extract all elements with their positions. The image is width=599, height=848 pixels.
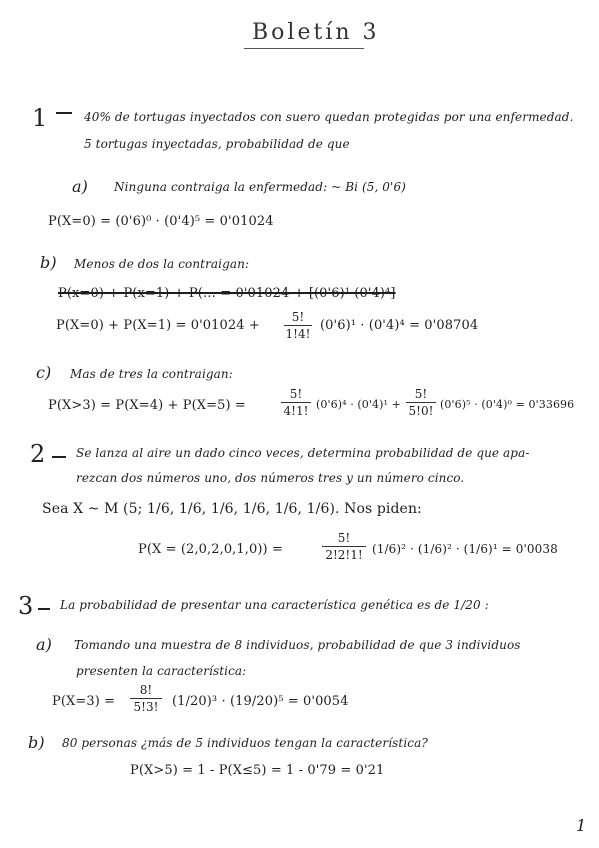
q3-a-fraction-numerator: 8! [139,683,153,697]
q3-statement-line1: La probabilidad de presentar una característica genética es de 1/20 : [60,598,489,612]
q2-distribution: Sea X ~ M (5; 1/6, 1/6, 1/6, 1/6, 1/6, 1/6). Nos piden: [42,501,422,517]
q1-c-fraction-1 [281,387,311,418]
q1-b-formula-right: (0'6)¹ · (0'4)⁴ = 0'08704 [320,318,479,333]
q2-formula-left: P(X = (2,0,2,0,1,0)) = [138,542,283,557]
page-title: Boletín 3 [252,20,380,45]
q2-dash [52,456,66,458]
q3-a-text-line2: presenten la característica: [76,664,247,678]
q1-a-formula: P(X=0) = (0'6)⁰ · (0'4)⁵ = 0'01024 [48,214,274,229]
q3-a-text-line1: Tomando una muestra de 8 individuos, probabilidad de que 3 individuos [74,638,521,652]
page-number: 1 [576,816,587,835]
q1-a-text: Ninguna contraiga la enfermedad: ~ Bi (5, 0'6) [114,180,406,194]
q1-b-formula-left: P(X=0) + P(X=1) = 0'01024 + [56,318,260,333]
q3-b-label: b) [28,733,45,752]
q1-c-formula-right: (0'6)⁵ · (0'4)⁰ = 0'33696 [440,398,575,411]
q2-statement-line1: Se lanza al aire un dado cinco veces, determina probabilidad de que apa- [76,446,530,460]
q1-c-label: c) [36,363,52,382]
q2-number: 2 [30,440,46,468]
q1-c-fraction-1-denominator: 4!1! [283,404,309,418]
q1-b-text: Menos de dos la contraigan: [74,257,250,271]
q1-b-fraction [284,310,312,341]
q1-statement-line1: 40% de tortugas inyectados con suero quedan protegidas por una enfermedad. [84,110,574,124]
q3-a-label: a) [36,635,52,654]
q1-b-label: b) [40,253,57,272]
q3-a-formula-right: (1/20)³ · (19/20)⁵ = 0'0054 [172,694,349,709]
q1-c-formula-left: P(X>3) = P(X=4) + P(X=5) = [48,398,246,413]
fraction-bar [281,402,311,403]
q2-fraction-denominator: 2!2!1! [325,548,363,562]
q3-a-fraction [130,683,162,714]
q1-c-fraction-2-numerator: 5! [414,387,428,401]
q1-c-fraction-2 [406,387,436,418]
q1-dash [56,112,72,114]
q2-formula-right: (1/6)² · (1/6)² · (1/6)¹ = 0'0038 [372,542,558,556]
fraction-bar [322,546,366,547]
fraction-bar [406,402,436,403]
fraction-bar [130,698,162,699]
q1-number: 1 [32,104,48,132]
q2-statement-line2: rezcan dos números uno, dos números tres y un número cinco. [76,471,465,485]
q1-c-fraction-2-denominator: 5!0! [408,404,434,418]
q3-a-formula-left: P(X=3) = [52,694,116,709]
q1-b-struck-formula: P(x=0) + P(x=1) + P(… = 0'01024 + [(0'6)¹·(0'4)⁴] [58,286,396,301]
q1-c-text: Mas de tres la contraigan: [70,367,233,381]
fraction-bar [284,325,312,326]
q1-c-fraction-1-numerator: 5! [289,387,303,401]
q1-a-label: a) [72,177,88,196]
q1-b-fraction-numerator: 5! [291,310,305,324]
q2-fraction-numerator: 5! [337,531,351,545]
q1-b-fraction-denominator: 1!4! [285,327,311,341]
q1-c-formula-mid: (0'6)⁴ · (0'4)¹ + [316,398,401,411]
q2-fraction [322,531,366,562]
q3-b-formula: P(X>5) = 1 - P(X≤5) = 1 - 0'79 = 0'21 [130,763,385,778]
q1-statement-line2: 5 tortugas inyectadas, probabilidad de que [84,137,350,151]
q3-a-fraction-denominator: 5!3! [133,700,159,714]
q3-dash [38,608,50,610]
q3-number: 3 [18,592,34,620]
q3-b-text: 80 personas ¿más de 5 individuos tengan la característica? [62,736,428,750]
title-underline [244,48,364,49]
